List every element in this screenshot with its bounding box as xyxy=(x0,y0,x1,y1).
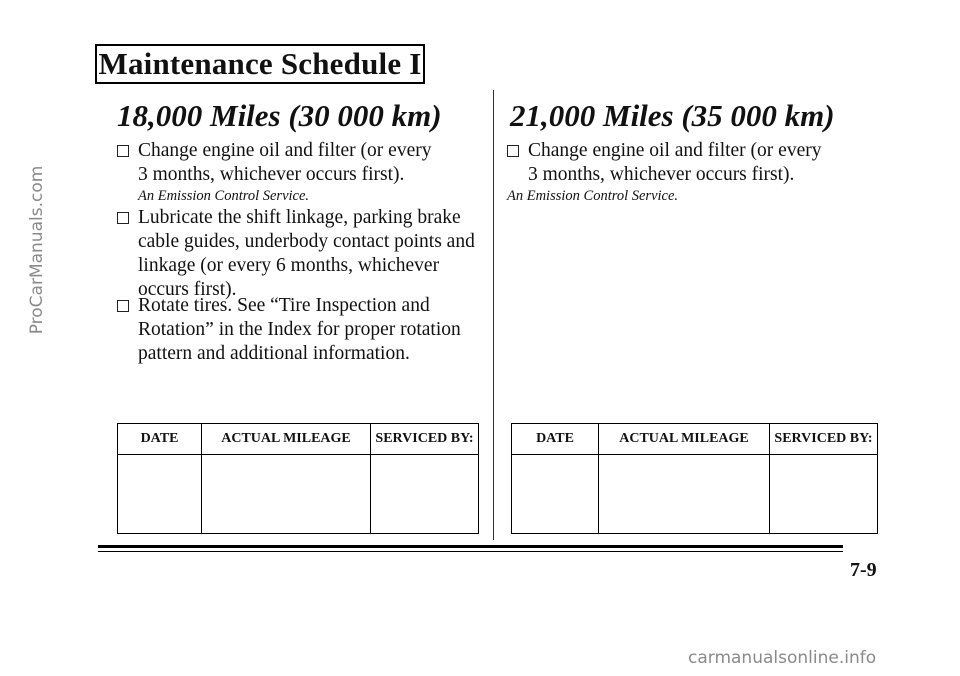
serviced-by-cell[interactable] xyxy=(770,455,878,534)
item-line: linkage (or every 6 months, whichever xyxy=(138,255,440,276)
item-line: 3 months, whichever occurs first). xyxy=(138,164,405,185)
item-line: 3 months, whichever occurs first). xyxy=(528,164,795,185)
date-cell[interactable] xyxy=(118,455,202,534)
item-line: cable guides, underbody contact points and xyxy=(138,231,475,252)
item-line: occurs first). xyxy=(138,279,237,300)
right-item-1-note: An Emission Control Service. xyxy=(507,188,679,204)
left-item-1-note: An Emission Control Service. xyxy=(138,188,310,204)
footer-rule-thick xyxy=(98,545,843,548)
column-header-actual-mileage: ACTUAL MILEAGE xyxy=(599,424,770,455)
column-header-actual-mileage: ACTUAL MILEAGE xyxy=(202,424,371,455)
date-cell[interactable] xyxy=(512,455,599,534)
left-service-log-table xyxy=(117,423,479,534)
item-line: Rotate tires. See “Tire Inspection and xyxy=(138,295,430,316)
serviced-by-cell[interactable] xyxy=(371,455,479,534)
right-section-title: 21,000 Miles (35 000 km) xyxy=(510,98,835,133)
column-header-date: DATE xyxy=(118,424,202,455)
item-line: Change engine oil and filter (or every xyxy=(138,140,432,161)
item-line: pattern and additional information. xyxy=(138,343,410,364)
column-header-serviced-by: SERVICED BY: xyxy=(371,424,479,455)
left-item-2 xyxy=(117,206,487,302)
right-item-1 xyxy=(507,139,877,187)
schedule-title: Maintenance Schedule I xyxy=(98,46,422,81)
checkbox-icon[interactable] xyxy=(117,212,129,224)
actual-mileage-cell[interactable] xyxy=(599,455,770,534)
item-line: Lubricate the shift linkage, parking brake xyxy=(138,207,461,228)
item-line: Change engine oil and filter (or every xyxy=(528,140,822,161)
left-item-3 xyxy=(117,294,487,366)
column-header-serviced-by: SERVICED BY: xyxy=(770,424,878,455)
footer-rule-thin xyxy=(98,551,843,552)
checkbox-icon[interactable] xyxy=(117,300,129,312)
page-number: 7-9 xyxy=(850,559,877,581)
schedule-header xyxy=(95,44,425,84)
left-section-title: 18,000 Miles (30 000 km) xyxy=(117,98,442,133)
column-divider xyxy=(493,90,494,540)
watermark-carmanualsonline: carmanualsonline.info xyxy=(688,648,877,668)
item-line: Rotation” in the Index for proper rotation xyxy=(138,319,461,340)
actual-mileage-cell[interactable] xyxy=(202,455,371,534)
checkbox-icon[interactable] xyxy=(117,145,129,157)
checkbox-icon[interactable] xyxy=(507,145,519,157)
left-item-1 xyxy=(117,139,487,187)
column-header-date: DATE xyxy=(512,424,599,455)
right-service-log-table xyxy=(511,423,878,534)
watermark-procarmanuals: ProCarManuals.com xyxy=(27,165,47,335)
